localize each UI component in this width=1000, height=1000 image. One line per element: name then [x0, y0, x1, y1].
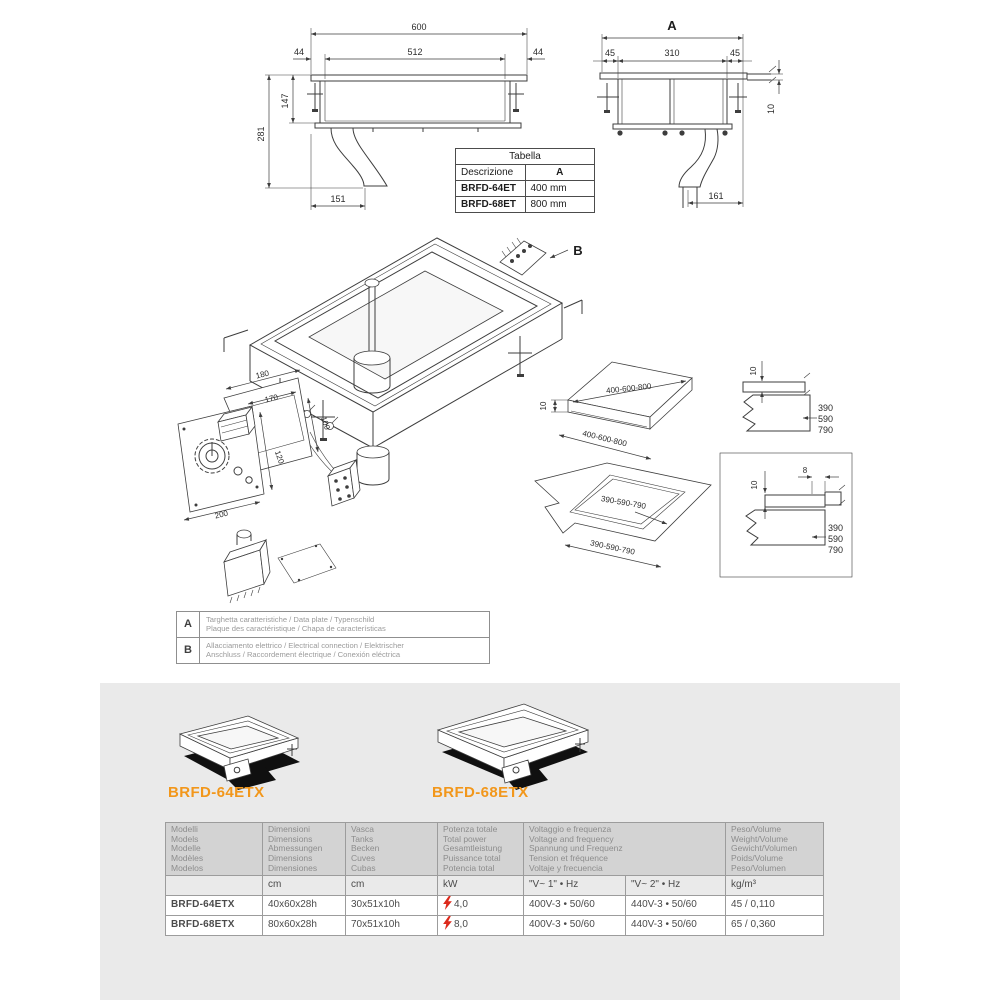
header-line: Vasca	[351, 824, 374, 834]
dim-10: 10	[766, 103, 776, 115]
dim-100: 100	[318, 415, 332, 431]
dim-151: 151	[330, 194, 346, 204]
size-590: 590	[828, 534, 844, 544]
header-line: Modèles	[171, 853, 204, 864]
header-line: Tension et fréquence	[529, 853, 608, 864]
power-value: 8,0	[454, 919, 468, 931]
legend-key-a: A	[177, 612, 200, 638]
header-line: Peso/Volumen	[731, 862, 786, 873]
cell-weight: 65 / 0,360	[726, 916, 824, 936]
legend-text-a	[200, 612, 490, 638]
header-dimensions	[263, 823, 346, 876]
hanging-stud-right	[729, 83, 747, 113]
header-line: Dimensiones	[268, 862, 318, 873]
header-line: Voltage and frequency	[529, 833, 614, 844]
section-detail-1	[743, 361, 833, 435]
cell-weight: 45 / 0,110	[726, 896, 824, 916]
header-line: Poids/Volume	[731, 853, 783, 864]
header-line: Tanks	[351, 833, 374, 844]
tabella-table	[455, 148, 595, 213]
product-thumb-brfd-68etx	[418, 692, 603, 790]
dim-120: 120	[272, 449, 286, 465]
header-weight	[726, 823, 824, 876]
cell-dimensions: 80x60x28h	[263, 916, 346, 936]
dim-200: 200	[213, 508, 229, 521]
tabella-model: BRFD-64ET	[456, 181, 526, 197]
header-line: Becken	[351, 843, 380, 854]
header-line: Potencia total	[443, 862, 495, 873]
header-line: Modelli	[171, 824, 198, 834]
size-790: 790	[818, 425, 834, 435]
dim-45-left: 45	[604, 48, 616, 58]
tabella-col-desc: Descrizione	[456, 165, 526, 181]
unit-power: kW	[438, 876, 524, 896]
dim-cutout: 390-590-790	[600, 494, 647, 511]
dim-600: 600	[411, 22, 427, 32]
cell-v1: 400V-3 • 50/60	[524, 916, 626, 936]
dim-44-right: 44	[532, 47, 544, 57]
header-line: Spannung und Frequenz	[529, 843, 623, 854]
drain-chute	[331, 128, 387, 186]
lightning-bolt-icon	[443, 916, 452, 930]
lightning-bolt-icon	[443, 896, 452, 910]
unit-empty	[166, 876, 263, 896]
counter-cutout	[535, 463, 711, 567]
spec-row	[166, 916, 824, 936]
spec-row	[166, 896, 824, 916]
unit-v1: "V~ 1" • Hz	[524, 876, 626, 896]
size-790: 790	[828, 545, 844, 555]
dim-sec2-8: 8	[802, 466, 808, 475]
size-390: 390	[818, 403, 834, 413]
tabella-value: 400 mm	[525, 181, 595, 197]
header-line: Cubas	[351, 862, 376, 873]
header-line: Modelle	[171, 843, 201, 854]
tabella-col-a: A	[525, 165, 595, 181]
dim-slab-front: 400-600-800	[581, 428, 628, 449]
spec-table	[165, 822, 824, 936]
cell-v1: 400V-3 • 50/60	[524, 896, 626, 916]
header-line: Gesamtleistung	[443, 843, 503, 854]
tabella-title: Tabella	[456, 149, 595, 165]
cell-dimensions: 40x60x28h	[263, 896, 346, 916]
header-line: Models	[171, 833, 199, 844]
dimensions	[593, 18, 783, 207]
dim-sec2-10: 10	[750, 480, 759, 490]
header-line: Voltaggio e frequenza	[529, 824, 612, 834]
section-detail-2	[720, 453, 852, 577]
cell-v2: 440V-3 • 50/60	[626, 896, 726, 916]
dim-310: 310	[664, 48, 680, 58]
b-arrow	[550, 250, 568, 258]
relay-assembly	[224, 530, 336, 603]
tabella-model: BRFD-68ET	[456, 197, 526, 213]
header-line: Peso/Volume	[731, 824, 782, 834]
product-name-1: BRFD-64ETX	[168, 784, 265, 801]
terminal-block	[500, 238, 546, 275]
hanging-stud-left	[597, 83, 619, 113]
drain-cylinder	[357, 446, 389, 485]
dim-161: 161	[708, 191, 724, 201]
product-name-2: BRFD-68ETX	[432, 784, 529, 801]
legend-key-b: B	[177, 637, 200, 663]
legend-line: Allacciamento elettrico / Electrical connection / Elektrischer	[206, 640, 404, 650]
product-thumb-brfd-64etx	[158, 700, 318, 792]
header-line: Modelos	[171, 862, 204, 873]
cell-model: BRFD-68ETX	[166, 916, 263, 936]
header-line: Potenza totale	[443, 824, 498, 834]
dim-sec1-10: 10	[749, 366, 758, 376]
dim-281: 281	[256, 126, 266, 142]
tabella-value: 800 mm	[525, 197, 595, 213]
size-590: 590	[818, 414, 834, 424]
label-a: A	[667, 18, 677, 33]
header-power	[438, 823, 524, 876]
header-line: Cuves	[351, 853, 376, 864]
cell-tank: 30x51x10h	[346, 896, 438, 916]
dim-147: 147	[280, 93, 290, 109]
cell-power	[438, 896, 524, 916]
legend-line: Plaque des caractéristique / Chapa de características	[206, 624, 386, 634]
header-line: Weight/Volume	[731, 833, 789, 844]
size-390: 390	[828, 523, 844, 533]
installation-details-drawing	[515, 345, 860, 605]
header-voltage	[524, 823, 726, 876]
hanging-stud-left	[307, 83, 323, 112]
cell-v2: 440V-3 • 50/60	[626, 916, 726, 936]
cell-model: BRFD-64ETX	[166, 896, 263, 916]
top-slab	[539, 362, 692, 459]
legend-line: Targhetta caratteristiche / Data plate / Typenschild	[206, 615, 375, 624]
dim-cutout-bottom: 390-590-790	[589, 538, 636, 557]
side-section-drawing	[593, 12, 990, 224]
dim-slab-10: 10	[539, 401, 548, 411]
dim-45-right: 45	[729, 48, 741, 58]
dim-44-left: 44	[293, 47, 305, 57]
unit-dim: cm	[263, 876, 346, 896]
unit-tank: cm	[346, 876, 438, 896]
header-line: Voltaje y frecuencia	[529, 862, 603, 873]
legend-text-b	[200, 637, 490, 663]
drain-chute	[679, 129, 718, 187]
unit-body	[597, 66, 776, 208]
header-line: Gewicht/Volumen	[731, 843, 798, 854]
legend-line: Anschluss / Raccordement électrique / Conexión eléctrica	[206, 650, 401, 660]
dim-180: 180	[254, 368, 270, 381]
connector-block	[328, 460, 360, 506]
dim-512: 512	[407, 47, 423, 57]
header-line: Total power	[443, 833, 487, 844]
unit-weight: kg/m³	[726, 876, 824, 896]
unit-v2: "V~ 2" • Hz	[626, 876, 726, 896]
dim-170: 170	[263, 392, 279, 405]
header-line: Puissance total	[443, 853, 501, 864]
cell-power	[438, 916, 524, 936]
dim-slab-top: 400-600-800	[605, 381, 652, 396]
power-value: 4,0	[454, 899, 468, 911]
label-b: B	[573, 243, 583, 258]
header-line: Dimensions	[268, 833, 313, 844]
cell-tank: 70x51x10h	[346, 916, 438, 936]
header-line: Dimensions	[268, 853, 313, 864]
header-models	[166, 823, 263, 876]
legend-table	[176, 611, 490, 664]
header-line: Abmessungen	[268, 843, 323, 854]
header-tanks	[346, 823, 438, 876]
header-line: Dimensioni	[268, 824, 311, 834]
